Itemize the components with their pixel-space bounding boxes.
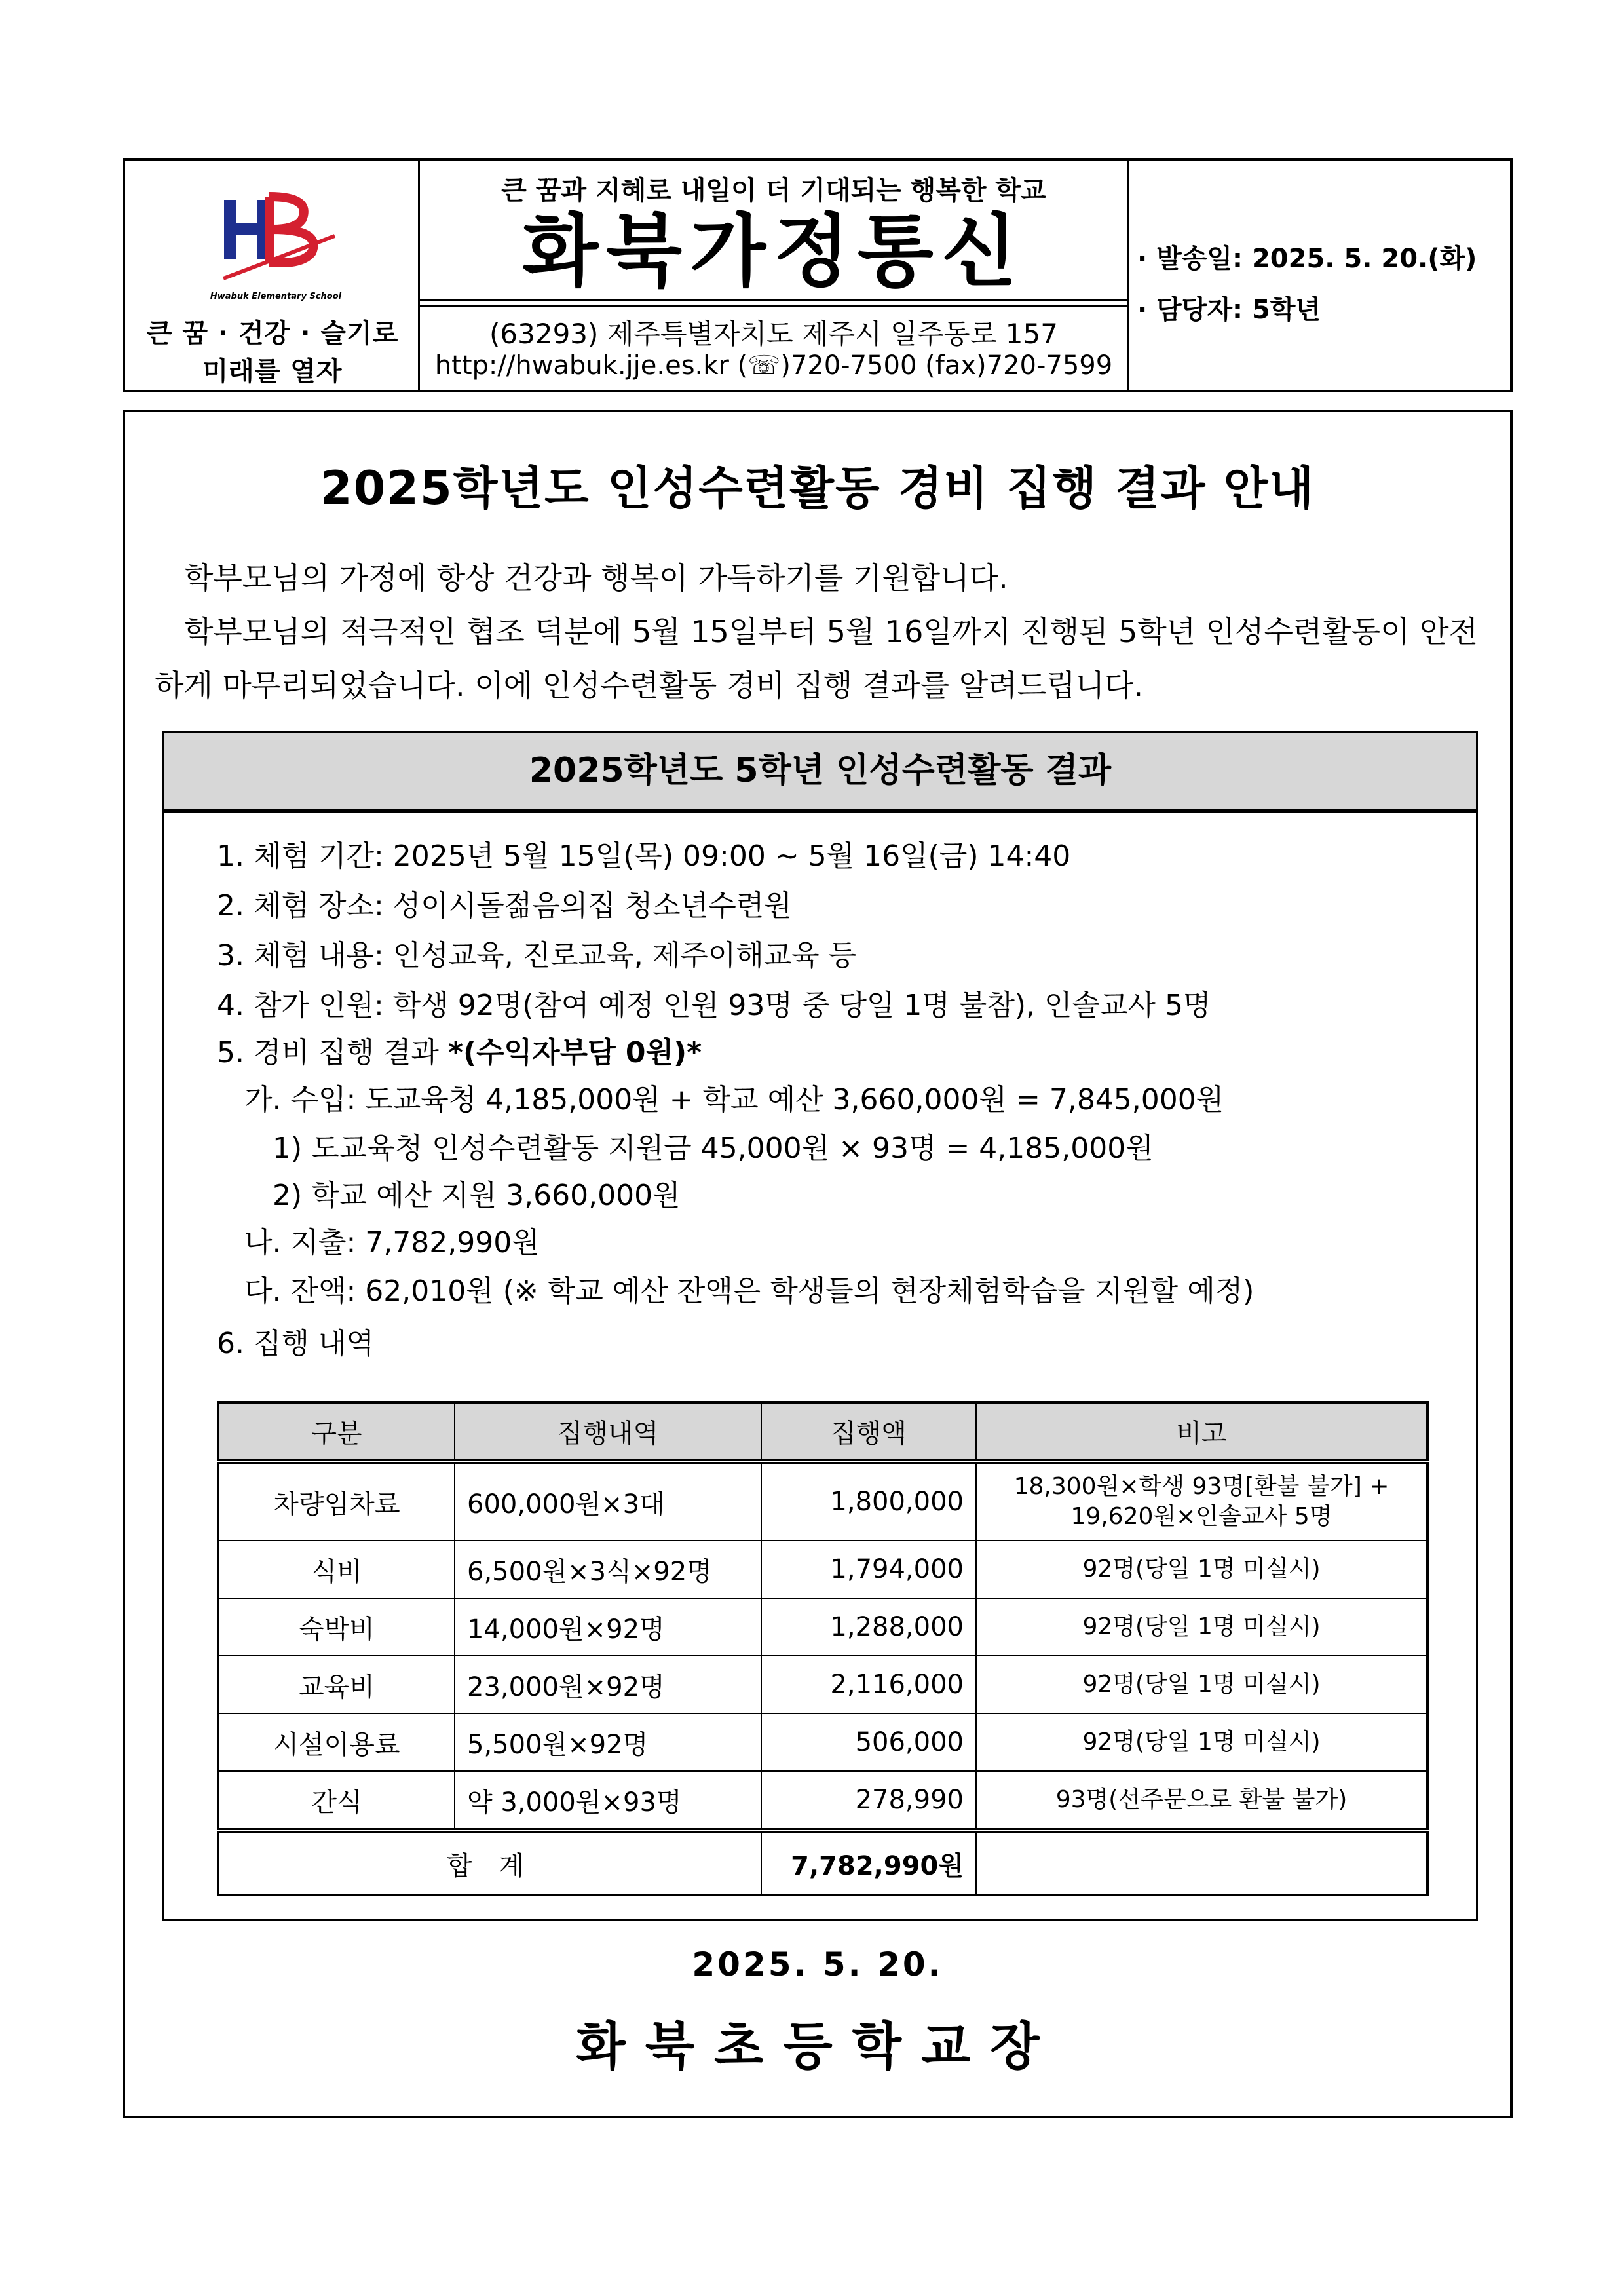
principal-signature: 화북초등학교장 <box>576 2018 1059 2076</box>
table-header-row <box>218 1402 1427 1461</box>
double-divider <box>420 299 1127 307</box>
tagline: 큰 꿈과 지혜로 내일이 더 기대되는 행복한 학교 <box>501 176 1046 206</box>
row-category: 차량임차료 <box>218 1461 455 1540</box>
table-row <box>218 1713 1427 1771</box>
row-category: 숙박비 <box>218 1598 455 1656</box>
issue-footer-date: 2025. 5. 20. <box>692 1945 943 1983</box>
row-note: 92명(당일 1명 미실시) <box>976 1713 1427 1771</box>
row-note-line1: 18,300원×학생 93명[환불 불가] + <box>1013 1473 1389 1500</box>
row-category: 식비 <box>218 1540 455 1598</box>
total-amount: 7,782,990원 <box>761 1831 976 1895</box>
logo-cell <box>125 161 420 390</box>
newsletter-title: 화북가정통신 <box>522 206 1025 297</box>
item-period: 1. 체험 기간: 2025년 5월 15일(목) 09:00 ~ 5월 16일(금) 14:40 <box>217 839 1071 873</box>
row-note: 92명(당일 1명 미실시) <box>976 1598 1427 1656</box>
issue-date: · 발송일: 2025. 5. 20.(화) <box>1137 244 1477 274</box>
table-row <box>218 1540 1427 1598</box>
item-execution-details: 6. 집행 내역 <box>217 1327 374 1360</box>
info-cell <box>1129 161 1510 390</box>
result-heading: 2025학년도 5학년 인성수련활동 결과 <box>164 733 1476 811</box>
header-note: 비고 <box>976 1402 1427 1461</box>
balance-line: 다. 잔액: 62,010원 (※ 학교 예산 잔액은 학생들의 현장체험학습을 지원할 예정) <box>244 1274 1255 1308</box>
row-amount: 2,116,000 <box>761 1656 976 1713</box>
title-cell <box>420 161 1129 390</box>
intro-paragraph: 학부모님의 적극적인 협조 덕분에 5월 15일부터 5월 16일까지 진행된 5학년 인성수련활동이 안전하게 마무리되었습니다. 이에 인성수련활동 경비 집행 결과를 알려드립니다. <box>155 614 1478 703</box>
person-in-charge: · 담당자: 5학년 <box>1137 295 1321 325</box>
header-category: 구분 <box>218 1402 455 1461</box>
newsletter-header <box>123 158 1513 392</box>
row-note: 92명(당일 1명 미실시) <box>976 1540 1427 1598</box>
item-expense-result <box>217 1029 702 1071</box>
income-sub1: 1) 도교육청 인성수련활동 지원금 45,000원 × 93명 = 4,185,000원 <box>273 1132 1154 1165</box>
row-detail: 600,000원×3대 <box>455 1461 761 1540</box>
row-category: 시설이용료 <box>218 1713 455 1771</box>
table-row <box>218 1461 1427 1540</box>
school-logo-icon <box>204 180 348 298</box>
item-content: 3. 체험 내용: 인성교육, 진로교육, 제주이해교육 등 <box>217 939 857 972</box>
item-place: 2. 체험 장소: 성이시돌젊음의집 청소년수련원 <box>217 889 792 923</box>
header-detail: 집행내역 <box>455 1402 761 1461</box>
row-note <box>976 1461 1427 1540</box>
row-note-line2: 19,620원×인솔교사 5명 <box>1070 1503 1332 1530</box>
row-amount: 278,990 <box>761 1771 976 1831</box>
result-box <box>162 731 1478 1921</box>
school-address: (63293) 제주특별자치도 제주시 일주동로 157 <box>489 318 1058 350</box>
row-note: 92명(당일 1명 미실시) <box>976 1656 1427 1713</box>
logo-caption: Hwabuk Elementary School <box>210 292 342 301</box>
row-amount: 1,288,000 <box>761 1598 976 1656</box>
row-detail: 5,500원×92명 <box>455 1713 761 1771</box>
motto-line2: 미래를 열자 <box>202 356 343 387</box>
row-amount: 506,000 <box>761 1713 976 1771</box>
table-row <box>218 1771 1427 1831</box>
row-detail: 23,000원×92명 <box>455 1656 761 1713</box>
table-row <box>218 1598 1427 1656</box>
table-total-row <box>218 1831 1427 1895</box>
income-sub2: 2) 학교 예산 지원 3,660,000원 <box>273 1179 681 1212</box>
heading-underline <box>164 811 1476 813</box>
document-title: 2025학년도 인성수련활동 경비 집행 결과 안내 <box>320 461 1315 515</box>
item-participants: 4. 참가 인원: 학생 92명(참여 예정 인원 93명 중 당일 1명 불참), 인솔교사 5명 <box>217 989 1211 1022</box>
row-amount: 1,794,000 <box>761 1540 976 1598</box>
row-detail: 14,000원×92명 <box>455 1598 761 1656</box>
school-contact: http://hwabuk.jje.es.kr (☏)720-7500 (fax)720-7599 <box>434 351 1113 381</box>
row-note: 93명(선주문으로 환불 불가) <box>976 1771 1427 1831</box>
row-amount: 1,800,000 <box>761 1461 976 1540</box>
row-category: 교육비 <box>218 1656 455 1713</box>
income-line: 가. 수입: 도교육청 4,185,000원 + 학교 예산 3,660,000원 = 7,845,000원 <box>244 1083 1224 1117</box>
row-detail: 6,500원×3식×92명 <box>455 1540 761 1598</box>
expense-line: 나. 지출: 7,782,990원 <box>244 1226 540 1259</box>
row-detail: 약 3,000원×93명 <box>455 1771 761 1831</box>
total-note <box>976 1831 1427 1895</box>
item5-label: 5. 경비 집행 결과 <box>217 1036 448 1069</box>
header-amount: 집행액 <box>761 1402 976 1461</box>
greeting-paragraph: 학부모님의 가정에 항상 건강과 행복이 가득하기를 기원합니다. <box>184 560 1008 596</box>
row-category: 간식 <box>218 1771 455 1831</box>
beneficiary-note: *(수익자부담 0원)* <box>447 1036 702 1069</box>
main-content <box>123 410 1513 2118</box>
motto-line1: 큰 꿈 · 건강 · 슬기로 <box>146 318 399 349</box>
total-label: 합 계 <box>218 1831 761 1895</box>
table-row <box>218 1656 1427 1713</box>
execution-table <box>217 1401 1429 1896</box>
